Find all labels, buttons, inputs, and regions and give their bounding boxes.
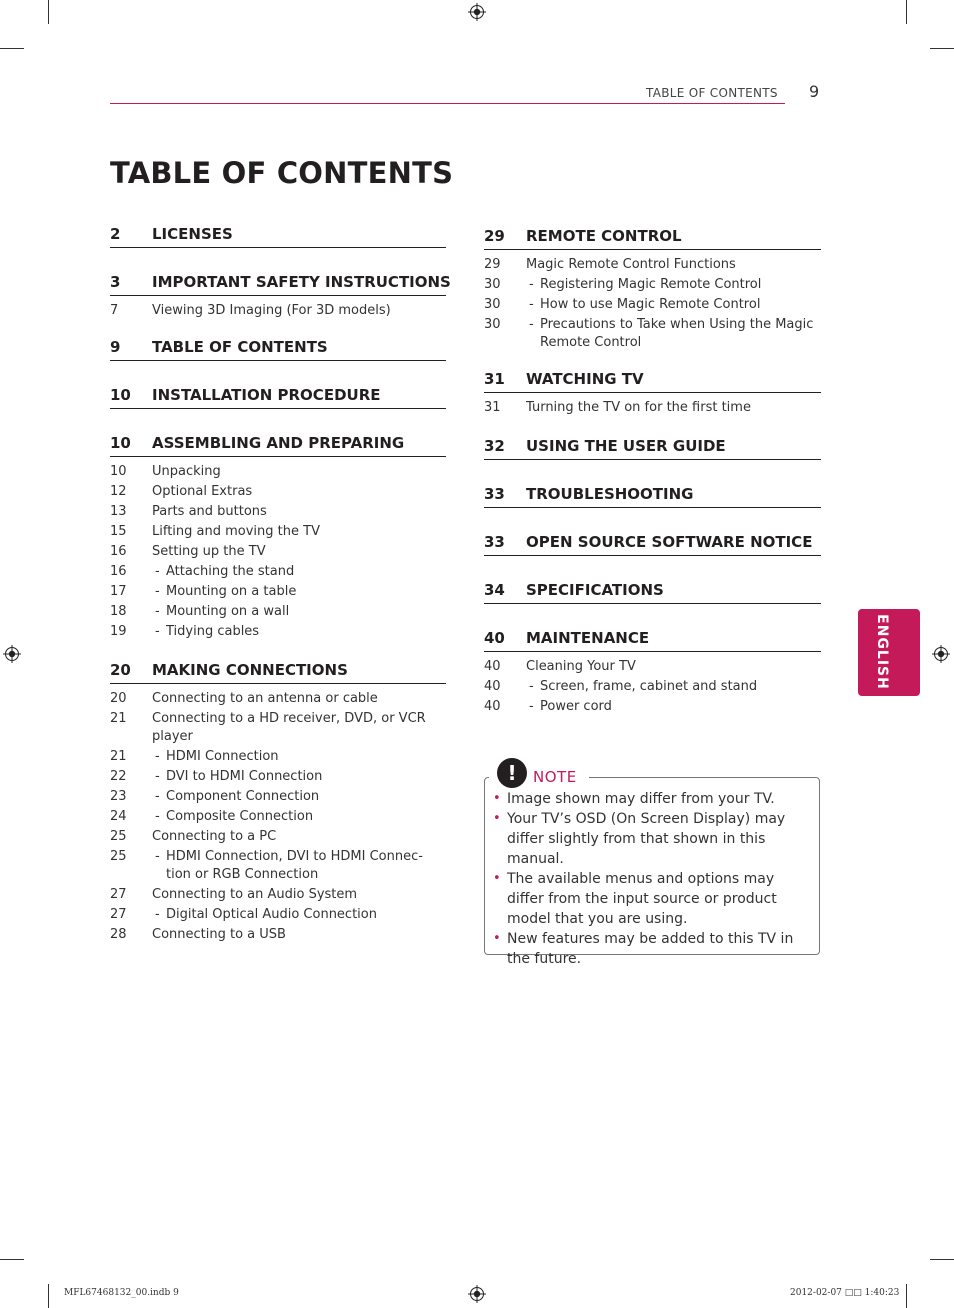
toc-item[interactable] [110,925,446,945]
toc-section-title: MAINTENANCE [526,629,650,647]
subitem-dash: - [529,297,534,312]
toc-item-list [484,393,821,418]
toc-item-text-wrap [526,316,821,352]
toc-section [484,226,821,353]
toc-item-text-wrap [526,678,757,696]
toc-item-page-number: 19 [110,624,127,639]
toc-item-page-number: 7 [110,303,119,318]
toc-item-page-number: 40 [484,659,501,674]
toc-item-text-wrap [152,788,319,806]
toc-section [484,436,821,460]
toc-item-text: Unpacking [152,464,221,479]
toc-section-heading[interactable] [110,385,446,409]
toc-item-page-number: 25 [110,829,127,844]
note-list-item [493,929,813,969]
toc-item[interactable] [110,885,446,905]
toc-item-text: Power cord [540,699,612,714]
toc-item-page-number: 24 [110,809,127,824]
toc-item-text: HDMI Connection, DVI to HDMI Connec-tion or RGB Connection [166,849,423,882]
toc-item-page-number: 12 [110,484,127,499]
toc-section-page-number: 32 [484,437,505,455]
running-header: TABLE OF CONTENTS [646,86,778,100]
toc-subitem[interactable] [484,275,821,295]
toc-item-text-wrap [152,710,446,746]
toc-section-title: TROUBLESHOOTING [526,485,694,503]
toc-section-heading[interactable] [484,369,821,393]
bullet-icon: • [493,811,501,826]
toc-item-text: Mounting on a wall [166,604,290,619]
toc-item-text: Composite Connection [166,809,314,824]
toc-item-text-wrap [152,828,276,846]
toc-item-page-number: 31 [484,400,501,415]
registration-mark-icon [468,1285,486,1303]
toc-section [484,484,821,508]
toc-subitem[interactable] [110,787,446,807]
toc-item-text-wrap [152,808,313,826]
note-label: NOTE [533,768,577,786]
toc-section-title: REMOTE CONTROL [526,227,682,245]
crop-mark [930,1259,954,1260]
toc-section-heading[interactable] [484,532,821,556]
footer-file-name: MFL67468132_00.indb 9 [64,1288,179,1298]
toc-subitem[interactable] [484,697,821,717]
toc-section-page-number: 31 [484,370,505,388]
toc-item-text: Parts and buttons [152,504,267,519]
subitem-dash: - [155,749,160,764]
toc-subitem[interactable] [110,747,446,767]
toc-section-heading[interactable] [484,484,821,508]
toc-item-text: Connecting to an antenna or cable [152,691,378,706]
toc-item-text-wrap [152,886,357,904]
subitem-dash: - [155,849,160,864]
crop-mark [0,48,24,49]
crop-mark [48,0,49,24]
toc-item-list [484,652,821,717]
subitem-dash: - [155,907,160,922]
toc-item-text-wrap [152,583,296,601]
page-title: TABLE OF CONTENTS [110,156,454,190]
toc-subitem[interactable] [484,315,821,353]
crop-mark [0,1259,24,1260]
subitem-dash: - [529,679,534,694]
toc-subitem[interactable] [110,847,446,885]
toc-item-text: Optional Extras [152,484,253,499]
toc-item-page-number: 23 [110,789,127,804]
toc-item-text: Registering Magic Remote Control [540,277,762,292]
toc-item-page-number: 30 [484,297,501,312]
registration-mark-icon [468,3,486,21]
toc-section-page-number: 34 [484,581,505,599]
toc-section [110,660,446,945]
toc-item-page-number: 13 [110,504,127,519]
toc-section-page-number: 10 [110,434,131,452]
toc-item-page-number: 30 [484,277,501,292]
toc-item-text-wrap [152,906,377,924]
toc-subitem[interactable] [110,562,446,582]
toc-item-text-wrap [152,503,267,521]
toc-item-text: HDMI Connection [166,749,279,764]
toc-item-text-wrap [152,302,391,320]
toc-item[interactable] [110,689,446,709]
toc-item-text: Magic Remote Control Functions [526,257,736,272]
toc-section-page-number: 33 [484,533,505,551]
toc-section-page-number: 40 [484,629,505,647]
toc-item-text-wrap [152,848,446,884]
toc-item-text-wrap [152,926,286,944]
registration-mark-icon [932,645,950,663]
page-number: 9 [809,82,820,101]
toc-section-heading[interactable] [110,660,446,684]
toc-item-page-number: 21 [110,749,127,764]
toc-section-title: MAKING CONNECTIONS [152,661,348,679]
toc-section-heading[interactable] [110,337,446,361]
subitem-dash: - [155,564,160,579]
toc-item-text: Connecting to a PC [152,829,277,844]
toc-item-text: DVI to HDMI Connection [166,769,323,784]
toc-section-page-number: 9 [110,338,121,356]
subitem-dash: - [155,584,160,599]
toc-section-title: TABLE OF CONTENTS [152,338,328,356]
toc-left-column [110,224,451,945]
toc-section [110,224,446,248]
language-tab [858,609,920,696]
toc-subitem[interactable] [110,582,446,602]
toc-section-page-number: 2 [110,225,121,243]
toc-item-text-wrap [526,276,761,294]
subitem-dash: - [155,809,160,824]
toc-subitem[interactable] [110,905,446,925]
header-rule [110,103,785,104]
toc-item-text-wrap [152,463,221,481]
toc-item-text-wrap [152,748,279,766]
toc-item-list [110,457,446,642]
subitem-dash: - [529,699,534,714]
toc-item-text: Digital Optical Audio Connection [166,907,377,922]
toc-item-page-number: 28 [110,927,127,942]
toc-item[interactable] [110,542,446,562]
toc-section-page-number: 3 [110,273,121,291]
toc-section-title: WATCHING TV [526,370,644,388]
bullet-icon: • [493,791,501,806]
note-list-item [493,869,813,929]
toc-item-page-number: 29 [484,257,501,272]
toc-item-text-wrap [152,603,289,621]
toc-item-page-number: 22 [110,769,127,784]
note-text: The available menus and options may differ from the input source or product model that you are using. [507,871,777,927]
toc-subitem[interactable] [110,807,446,827]
toc-item-page-number: 15 [110,524,127,539]
toc-section-title: INSTALLATION PROCEDURE [152,386,381,404]
toc-item-page-number: 10 [110,464,127,479]
toc-section [110,385,446,409]
toc-item-text-wrap [152,623,259,641]
toc-item-page-number: 27 [110,887,127,902]
toc-section-title: USING THE USER GUIDE [526,437,726,455]
language-tab-label: ENGLISH [874,614,890,690]
bullet-icon: • [493,871,501,886]
note-list-item [493,789,813,809]
toc-item-text-wrap [152,768,322,786]
note-text: New features may be added to this TV in the future. [507,931,794,967]
toc-section [110,272,451,321]
toc-item-text: Lifting and moving the TV [152,524,320,539]
toc-item[interactable] [110,301,446,321]
subitem-dash: - [155,769,160,784]
toc-section-heading[interactable] [110,433,446,457]
toc-section-title: OPEN SOURCE SOFTWARE NOTICE [526,533,813,551]
toc-item-text: Attaching the stand [166,564,295,579]
subitem-dash: - [529,317,534,332]
toc-section-heading[interactable] [484,580,821,604]
toc-item-text: Connecting to an Audio System [152,887,358,902]
footer-timestamp: 2012-02-07 □□ 1:40:23 [790,1288,900,1298]
toc-section [110,433,446,642]
toc-section-page-number: 20 [110,661,131,679]
toc-item-text: Connecting to a HD receiver, DVD, or VCR player [152,711,426,744]
toc-item-text-wrap [152,483,252,501]
toc-item[interactable] [110,827,446,847]
toc-subitem[interactable] [110,767,446,787]
toc-item[interactable] [110,522,446,542]
toc-item-text: Turning the TV on for the first time [526,400,751,415]
toc-item-text-wrap [526,658,636,676]
toc-section-heading[interactable] [110,224,446,248]
toc-item-text-wrap [526,296,760,314]
toc-section-title: SPECIFICATIONS [526,581,664,599]
toc-item[interactable] [110,502,446,522]
note-text: Your TV’s OSD (On Screen Display) may differ slightly from that shown in this manual. [507,811,786,867]
toc-section [484,628,821,717]
toc-item-text: Setting up the TV [152,544,266,559]
note-list [493,789,813,969]
toc-section-title: IMPORTANT SAFETY INSTRUCTIONS [152,273,451,291]
exclamation-icon: ! [497,758,527,788]
toc-item-list [110,296,446,321]
toc-subitem[interactable] [110,622,446,642]
toc-section-heading[interactable] [484,436,821,460]
toc-item-page-number: 20 [110,691,127,706]
toc-item-text: Tidying cables [166,624,260,639]
subitem-dash: - [529,277,534,292]
toc-item[interactable] [484,255,821,275]
toc-item-text-wrap [152,690,378,708]
toc-section [484,369,821,418]
toc-section-page-number: 10 [110,386,131,404]
toc-item-text: Component Connection [166,789,320,804]
toc-section [484,580,821,604]
crop-mark [906,0,907,24]
toc-item[interactable] [484,657,821,677]
toc-subitem[interactable] [484,295,821,315]
toc-item-page-number: 16 [110,544,127,559]
toc-item-text-wrap [152,543,266,561]
toc-item-text-wrap [152,563,294,581]
toc-section [110,337,446,361]
toc-right-column [484,226,821,717]
toc-item[interactable] [110,482,446,502]
crop-mark [930,48,954,49]
toc-item-text-wrap [526,256,736,274]
toc-section-page-number: 33 [484,485,505,503]
subitem-dash: - [155,604,160,619]
toc-section-page-number: 29 [484,227,505,245]
toc-item-list [484,250,821,353]
toc-item-page-number: 30 [484,317,501,332]
toc-item-text-wrap [152,523,320,541]
crop-mark [48,1284,49,1308]
toc-item-text: Precautions to Take when Using the Magic Remote Control [540,317,814,350]
toc-item[interactable] [110,709,446,747]
toc-item-text: How to use Magic Remote Control [540,297,761,312]
note-text: Image shown may differ from your TV. [507,791,775,807]
toc-item-page-number: 16 [110,564,127,579]
toc-item-text: Mounting on a table [166,584,297,599]
toc-item-page-number: 18 [110,604,127,619]
toc-item-text: Viewing 3D Imaging (For 3D models) [152,303,391,318]
crop-mark [906,1284,907,1308]
toc-item-text: Screen, frame, cabinet and stand [540,679,758,694]
toc-section-heading[interactable] [484,628,821,652]
toc-item-page-number: 17 [110,584,127,599]
note-list-item [493,809,813,869]
toc-item-page-number: 40 [484,679,501,694]
subitem-dash: - [155,624,160,639]
toc-subitem[interactable] [110,602,446,622]
toc-item-page-number: 25 [110,849,127,864]
toc-subitem[interactable] [484,677,821,697]
bullet-icon: • [493,931,501,946]
toc-section-title: LICENSES [152,225,233,243]
toc-item-page-number: 27 [110,907,127,922]
toc-item-text-wrap [526,399,751,417]
toc-item[interactable] [484,398,821,418]
subitem-dash: - [155,789,160,804]
toc-item-page-number: 21 [110,711,127,726]
toc-item-text-wrap [526,698,612,716]
registration-mark-icon [3,645,21,663]
toc-item-text: Cleaning Your TV [526,659,636,674]
toc-section [484,532,821,556]
toc-item-text: Connecting to a USB [152,927,286,942]
toc-section-title: ASSEMBLING AND PREPARING [152,434,405,452]
toc-item-list [110,684,446,945]
toc-item[interactable] [110,462,446,482]
toc-section-heading[interactable] [484,226,821,250]
note-label-wrap [527,767,583,786]
toc-item-page-number: 40 [484,699,501,714]
toc-section-heading[interactable] [110,272,451,296]
